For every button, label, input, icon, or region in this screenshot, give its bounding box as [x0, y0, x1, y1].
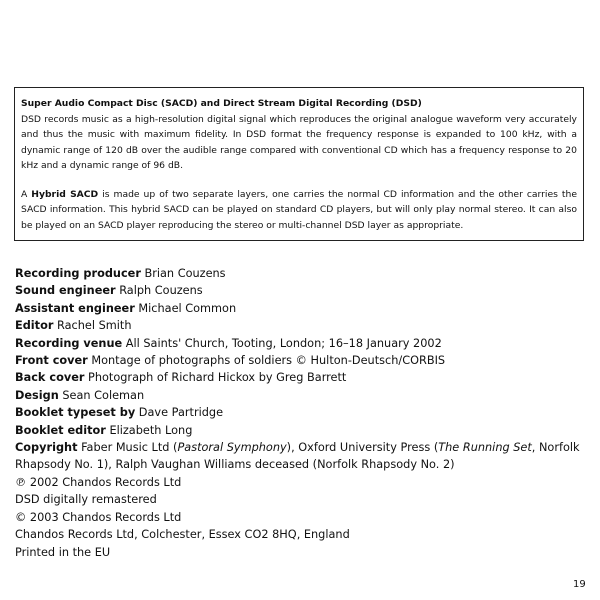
credit-value: Rachel Smith	[53, 319, 132, 333]
hybrid-prefix: A	[21, 188, 32, 200]
credit-value: Photograph of Richard Hickox by Greg Barrett	[84, 371, 347, 385]
work-title-running-set: The Running Set	[438, 441, 532, 455]
credit-value: Elizabeth Long	[105, 423, 193, 437]
credit-label: Design	[15, 388, 59, 402]
hybrid-sacd-term: Hybrid SACD	[31, 188, 99, 200]
publisher-address: Chandos Records Ltd, Colchester, Essex CO2 8HQ, England	[15, 528, 350, 542]
credits-list	[15, 265, 590, 561]
credit-sound-engineer	[15, 282, 590, 299]
credit-booklet-typeset	[15, 404, 590, 421]
credit-label: Booklet typeset by	[15, 406, 136, 420]
credit-value: Ralph Couzens	[115, 284, 203, 298]
work-title-pastoral: Pastoral Symphony	[177, 441, 287, 455]
credit-label: Recording venue	[15, 336, 123, 350]
credit-value: Brian Couzens	[140, 267, 226, 280]
credit-back-cover	[15, 369, 590, 386]
credit-value: Montage of photographs of soldiers © Hulton-Deutsch/CORBIS	[87, 354, 446, 368]
copyright-text: Faber Music Ltd (	[77, 441, 178, 455]
credit-label: Booklet editor	[15, 423, 106, 437]
sacd-heading: Super Audio Compact Disc (SACD) and Direct Stream Digital Recording (DSD)	[21, 98, 422, 109]
hybrid-description: is made up of two separate layers, one carries the normal CD information and the other carries the SACD information. This hybrid SACD can be played on standard CD players, but will only play normal stereo. It can also be played on an SACD player reproducing the stereo or multi-channel DSD layer as appropriate.	[21, 188, 577, 231]
paragraph-gap	[21, 174, 577, 187]
copyright-notice: © 2003 Chandos Records Ltd	[15, 510, 182, 524]
copyright-text: , Norfolk Rhapsody No. 1), Ralph Vaughan Williams deceased (Norfolk Rhapsody No. 2)	[15, 441, 580, 472]
credit-assistant-engineer	[15, 300, 590, 317]
credit-value: Dave Partridge	[135, 406, 224, 420]
credit-value: Michael Common	[134, 301, 237, 315]
credit-label: Recording producer	[15, 267, 141, 280]
credit-booklet-editor	[15, 422, 590, 439]
printed-notice: Printed in the EU	[15, 545, 111, 559]
sacd-paragraph-dsd: DSD records music as a high-resolution digital signal which reproduces the original analogue waveform very accurately and thus the music with maximum fidelity. In DSD format the frequency response is expanded to 100 kHz, with a dynamic range of 120 dB over the audible range compared with conventional CD which has a frequency response to 20 kHz and a dynamic range of 96 dB.	[21, 113, 577, 171]
credit-design	[15, 387, 590, 404]
credit-front-cover	[15, 352, 590, 369]
credit-label: Editor	[15, 319, 54, 333]
remastered-notice: DSD digitally remastered	[15, 493, 157, 507]
copyright-text: ), Oxford University Press (	[286, 441, 439, 455]
page-number: 19	[573, 579, 586, 590]
credit-recording-venue	[15, 335, 590, 352]
credit-label: Copyright	[15, 441, 78, 455]
credit-editor	[15, 317, 590, 334]
phonogram-notice: ℗ 2002 Chandos Records Ltd	[15, 475, 182, 489]
credit-label: Assistant engineer	[15, 301, 135, 315]
credit-recording-producer	[15, 265, 590, 282]
credit-label: Back cover	[15, 371, 85, 385]
credit-copyright	[15, 439, 590, 474]
credit-label: Sound engineer	[15, 284, 116, 298]
sacd-info-box	[14, 87, 584, 241]
credit-label: Front cover	[15, 354, 88, 368]
credit-value: Sean Coleman	[58, 388, 145, 402]
credit-value: All Saints' Church, Tooting, London; 16–18 January 2002	[122, 336, 442, 350]
sacd-paragraph-hybrid	[21, 187, 577, 234]
